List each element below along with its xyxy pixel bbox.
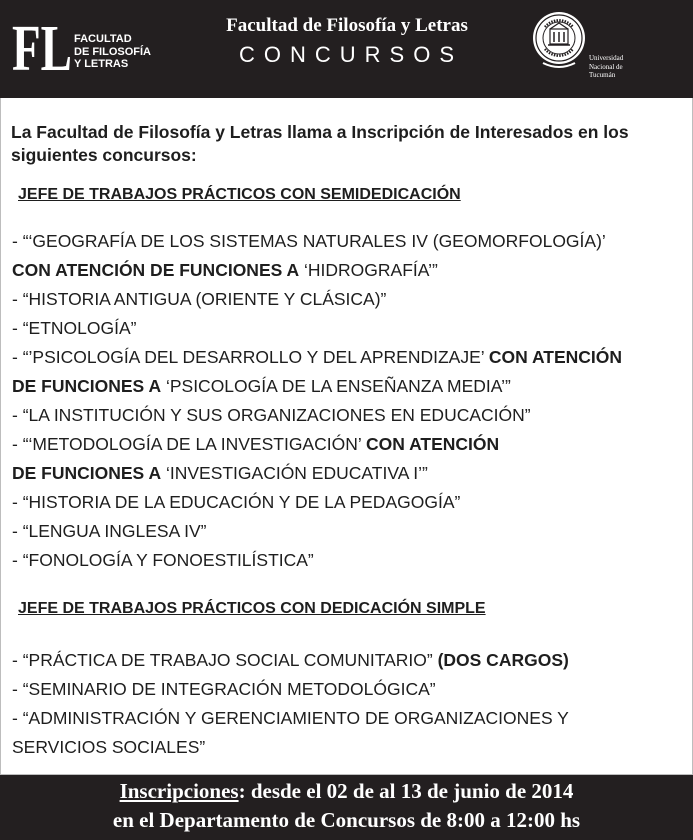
registration-location: en el Departamento de Concursos de 8:00 a 12:00 hs [112,808,581,832]
header-banner [0,0,693,98]
list-item-text: - “HISTORIA DE LA EDUCACIÓN Y DE LA PEDAGOGÍA” [12,492,461,512]
list-item-bold: CON ATENCIÓN [488,347,623,367]
list-item [12,550,314,570]
list-item [12,289,386,309]
list-item [12,708,569,728]
list-item-text: - “PRÁCTICA DE TRABAJO SOCIAL COMUNITARIO” [12,650,438,670]
list-item [12,376,511,396]
list-item-text: ‘HIDROGRAFÍA’” [299,260,438,280]
faculty-name-line: DE FILOSOFÍA [74,45,151,58]
registration-dates-text: : desde el 02 de al 13 de junio de 2014 [238,779,574,803]
section-title: JEFE DE TRABAJOS PRÁCTICOS CON SEMIDEDICACIÓN [18,186,461,203]
university-name-line: Universidad [589,54,624,62]
list-item-bold: DE FUNCIONES A [12,463,162,483]
faculty-logo [12,12,72,78]
header-title: Facultad de Filosofía y Letras [226,15,468,36]
list-item-text: - “LA INSTITUCIÓN Y SUS ORGANIZACIONES EN EDUCACIÓN” [12,405,531,425]
list-item-text: - “LENGUA INGLESA IV” [12,521,207,541]
list-item [12,679,436,699]
list-item-text: ‘PSICOLOGÍA DE LA ENSEÑANZA MEDIA’” [161,376,511,396]
list-item [12,650,569,670]
university-seal-icon [531,5,587,75]
faculty-name [74,33,151,71]
list-item [12,521,207,541]
list-item-text: SERVICIOS SOCIALES” [12,737,206,757]
list-item [12,434,499,454]
list-item-bold: CON ATENCIÓN DE FUNCIONES A [12,260,300,280]
registration-dates [0,779,693,804]
faculty-logo-text: FL [12,12,72,78]
list-item [12,492,460,512]
list-item-text: - “ETNOLOGÍA” [12,318,137,338]
header-subtitle: CONCURSOS [238,42,463,67]
list-item [12,347,622,367]
registration-label: Inscripciones [119,779,239,803]
university-name-line: Tucumán [589,71,616,79]
list-item-text: - “‘METODOLOGÍA DE LA INVESTIGACIÓN’ [12,434,366,454]
list-item [12,318,136,338]
list-item [12,737,205,757]
university-name-line: Nacional de [589,62,623,71]
list-item-text: - “SEMINARIO DE INTEGRACIÓN METODOLÓGICA” [12,679,436,699]
intro-text: La Facultad de Filosofía y Letras llama a Inscripción de Interesados en los siguientes concursos: [11,122,629,165]
list-item-bold: DE FUNCIONES A [12,376,162,396]
list-item-bold: CON ATENCIÓN [365,434,500,454]
list-item [12,463,428,483]
list-item-text: - “‘GEOGRAFÍA DE LOS SISTEMAS NATURALES IV (GEOMORFOLOGÍA)’ [12,231,606,251]
list-item-text: - “FONOLOGÍA Y FONOESTILÍSTICA” [12,550,314,570]
list-item-text: - “ADMINISTRACIÓN Y GERENCIAMIENTO DE ORGANIZACIONES Y [12,708,569,728]
list-item-text: - “HISTORIA ANTIGUA (ORIENTE Y CLÁSICA)” [12,289,387,309]
list-item [12,405,531,425]
footer-banner [0,775,693,840]
university-name [589,54,623,80]
list-item [12,260,438,280]
list-item-text: ‘INVESTIGACIÓN EDUCATIVA I’” [161,463,428,483]
list-item-text: - “’PSICOLOGÍA DEL DESARROLLO Y DEL APRENDIZAJE’ [12,347,489,367]
faculty-name-line: FACULTAD [74,33,132,45]
faculty-name-line: Y LETRAS [74,58,129,70]
section-title: JEFE DE TRABAJOS PRÁCTICOS CON DEDICACIÓN SIMPLE [18,600,486,617]
list-item-bold: (DOS CARGOS) [437,650,569,670]
list-item [12,231,606,251]
